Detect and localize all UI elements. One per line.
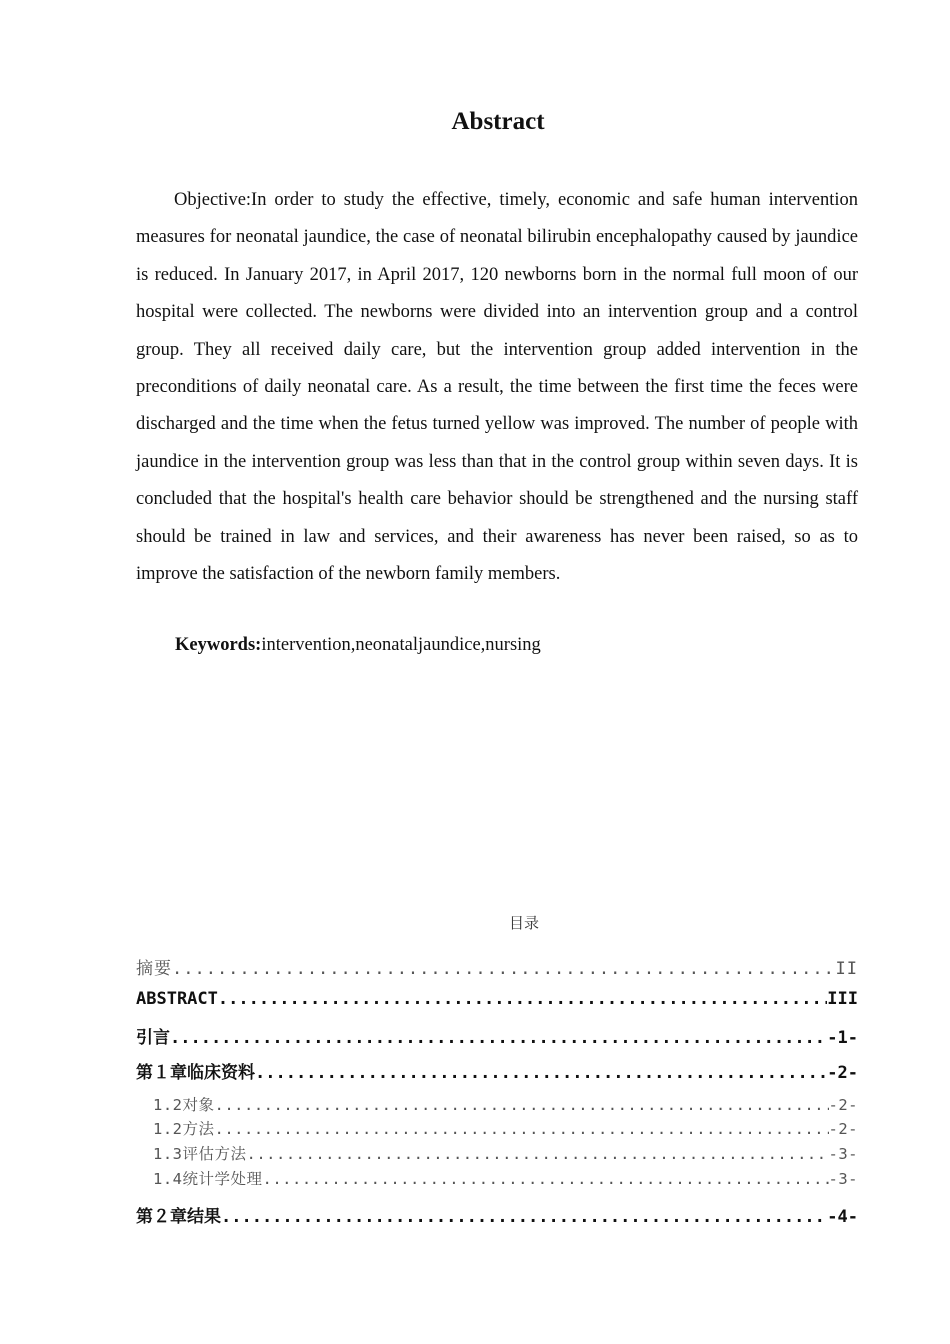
toc-entry-page: III bbox=[827, 989, 858, 1009]
toc-leader-dots bbox=[263, 1170, 829, 1188]
toc-entry-page: -1- bbox=[827, 1028, 858, 1048]
toc-entry-page: II bbox=[835, 959, 858, 979]
toc-entry-page: -3- bbox=[828, 1145, 858, 1163]
toc-entry-abstract-en[interactable] bbox=[136, 989, 858, 1009]
toc-entry-section-subjects[interactable] bbox=[153, 1093, 858, 1115]
toc-entry-label: 1.4统计学处理 bbox=[153, 1170, 263, 1188]
toc-entry-label: 引言 bbox=[136, 1028, 170, 1048]
toc-leader-dots bbox=[221, 1207, 827, 1227]
toc-leader-dots bbox=[247, 1145, 829, 1163]
toc-leader-dots bbox=[215, 1096, 829, 1114]
toc-entry-label: 1.2对象 bbox=[153, 1096, 215, 1114]
toc-entry-chapter-1[interactable] bbox=[136, 1058, 858, 1083]
toc-leader-dots bbox=[215, 1120, 829, 1138]
toc-entry-page: -2- bbox=[827, 1063, 858, 1083]
toc-leader-dots bbox=[255, 1063, 827, 1083]
toc-title: 目录 bbox=[508, 914, 539, 932]
toc-leader-dots bbox=[172, 959, 836, 979]
abstract-title: Abstract bbox=[451, 108, 545, 135]
toc-entry-label: ABSTRACT bbox=[136, 989, 218, 1009]
toc-leader-dots bbox=[170, 1028, 827, 1048]
keywords-value: intervention,neonataljaundice,nursing bbox=[261, 635, 541, 655]
toc-entry-chapter-2[interactable] bbox=[136, 1202, 858, 1227]
toc-entry-label: 第２章结果 bbox=[136, 1207, 221, 1227]
toc-entry-page: -3- bbox=[828, 1170, 858, 1188]
toc-entry-section-methods[interactable] bbox=[153, 1117, 858, 1139]
toc-entry-label: 1.2方法 bbox=[153, 1120, 215, 1138]
toc-entry-section-statistics[interactable] bbox=[153, 1167, 858, 1189]
abstract-body: Objective:In order to study the effective, timely, economic and safe human intervention measures for neonatal jaundice, the case of neonatal bilirubin encephalopathy caused by jaundice is reduced. In January 2017, in April 2017, 120 newborns born in the normal full moon of our hospital were collected. The newborns were divided into an intervention group and a control group. They all received daily care, but the intervention group added intervention in the preconditions of daily neonatal care. As a result, the time between the first time the feces were discharged and the time when the fetus turned yellow was improved. The number of people with jaundice in the intervention group was less than that in the control group within seven days. It is concluded that the hospital's health care behavior should be strengthened and the nursing staff should be trained in law and services, and their awareness has never been raised, so as to improve the satisfaction of the newborn family members. bbox=[136, 190, 858, 585]
toc-entry-page: -2- bbox=[828, 1120, 858, 1138]
keywords-line bbox=[175, 632, 541, 658]
keywords-label: Keywords: bbox=[175, 635, 262, 655]
toc-entry-section-evaluation[interactable] bbox=[153, 1142, 858, 1164]
toc-entry-label: 第１章临床资料 bbox=[136, 1063, 255, 1083]
toc-entry-label: 摘要 bbox=[136, 959, 172, 979]
toc-entry-label: 1.3评估方法 bbox=[153, 1145, 247, 1163]
toc-entry-page: -2- bbox=[828, 1096, 858, 1114]
toc-entry-introduction[interactable] bbox=[136, 1023, 858, 1048]
toc-entry-page: -4- bbox=[827, 1207, 858, 1227]
toc-entry-abstract-cn[interactable] bbox=[136, 954, 858, 979]
toc-leader-dots bbox=[218, 989, 827, 1009]
